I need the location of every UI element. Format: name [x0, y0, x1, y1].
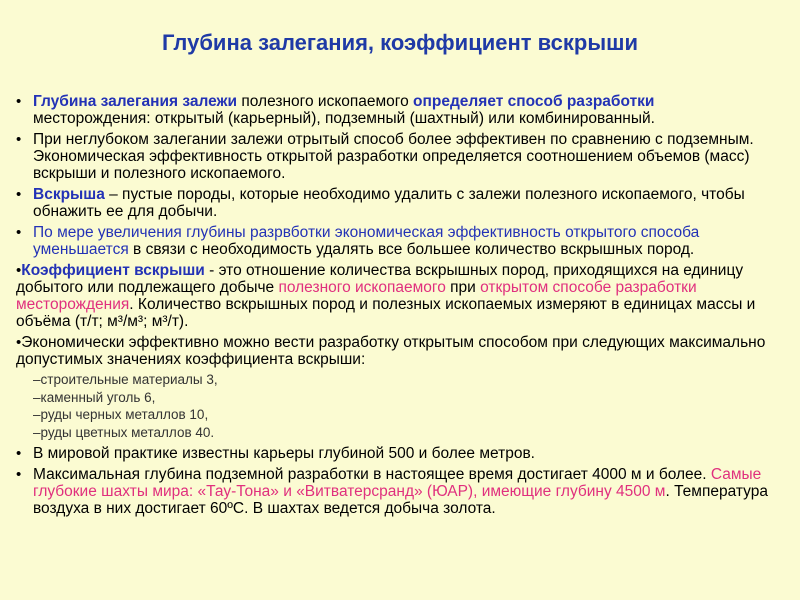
bullet-icon: •: [16, 186, 22, 203]
item-text: Максимальная глубина подземной разработки в настоящее время достигает 4000 м и более.: [33, 466, 711, 483]
bullet-icon: •: [16, 334, 22, 351]
list-item: [16, 131, 776, 182]
item-text: В мировой практике известны карьеры глубиной 500 и более метров.: [33, 445, 535, 462]
list-item: [16, 186, 776, 220]
highlight-text: полезного ископаемого: [278, 279, 446, 296]
slide-title: Глубина залегания, коэффициент вскрыши: [162, 30, 638, 55]
bullet-icon: •: [16, 93, 22, 110]
term-overburden: Вскрыша: [33, 186, 105, 203]
bullet-icon: •: [16, 445, 22, 462]
sub-list: [33, 371, 776, 441]
list-item: [16, 93, 776, 127]
item-text: в связи с необходимость удалять все большее количество вскрышных пород.: [128, 241, 695, 258]
bullet-icon: •: [16, 466, 22, 483]
list-item: [16, 445, 776, 462]
item-text: . Температура воздуха в них достигает 60ºС. В шахтах ведется добыча золота.: [33, 483, 768, 517]
list-item: [16, 334, 776, 441]
term-depth: Глубина залегания залежи: [33, 93, 238, 110]
item-text: . Количество вскрышных пород и полезных ископаемых измеряют в единицах массы и объёма (т/т; м³/м³; м³/т).: [16, 296, 756, 330]
list-item: [16, 224, 776, 258]
sub-list-item: –руды цветных металлов 40.: [33, 424, 215, 440]
item-text: – пустые породы, которые необходимо удалить с залежи полезного ископаемого, чтобы обнажить ее для добычи.: [33, 186, 745, 220]
item-text: при: [445, 279, 481, 296]
term-stripping-ratio: Коэффициент вскрыши: [21, 262, 205, 279]
sub-list-item: –строительные материалы 3,: [33, 372, 218, 387]
highlight-text: определяет способ разработки: [413, 93, 655, 110]
highlight-text: Самые глубокие шахты мира: «Тау-Тона» и «Витватерсранд» (ЮАР), имеющие глубину 4500 м: [33, 466, 762, 500]
item-text: месторождения: открытый (карьерный), подземный (шахтный) или комбинированный.: [33, 110, 655, 127]
item-text: Экономически эффективно можно вести разработку открытым способом при следующих максимально допустимых значениях коэффициента вскрыши:: [16, 334, 766, 368]
list-item: [16, 466, 776, 517]
list-item: [16, 262, 776, 330]
sub-list-item: –каменный уголь 6,: [33, 389, 156, 405]
bullet-list: [16, 93, 776, 521]
highlight-text: открытом способе разработки месторождения: [16, 279, 697, 313]
sub-list-item: –руды черных металлов 10,: [33, 407, 209, 422]
bullet-icon: •: [16, 224, 22, 241]
item-text: - это отношение количества вскрышных пород, приходящихся на единицу добытого или подлежащего добыче: [16, 262, 744, 296]
item-text: При неглубоком залегании залежи отрытый способ более эффективен по сравнению с подземным. Экономическая эффективность открытой разработки определяется соотношением объемов (масс) вскрыши и полезного ископаемого.: [33, 131, 754, 182]
bullet-icon: •: [16, 131, 22, 148]
bullet-icon: •: [16, 262, 22, 279]
highlight-text: По мере увеличения глубины разрвботки экономическая эффективность открытого способа уменьшается: [33, 224, 700, 258]
item-text: полезного ископаемого: [237, 93, 414, 110]
